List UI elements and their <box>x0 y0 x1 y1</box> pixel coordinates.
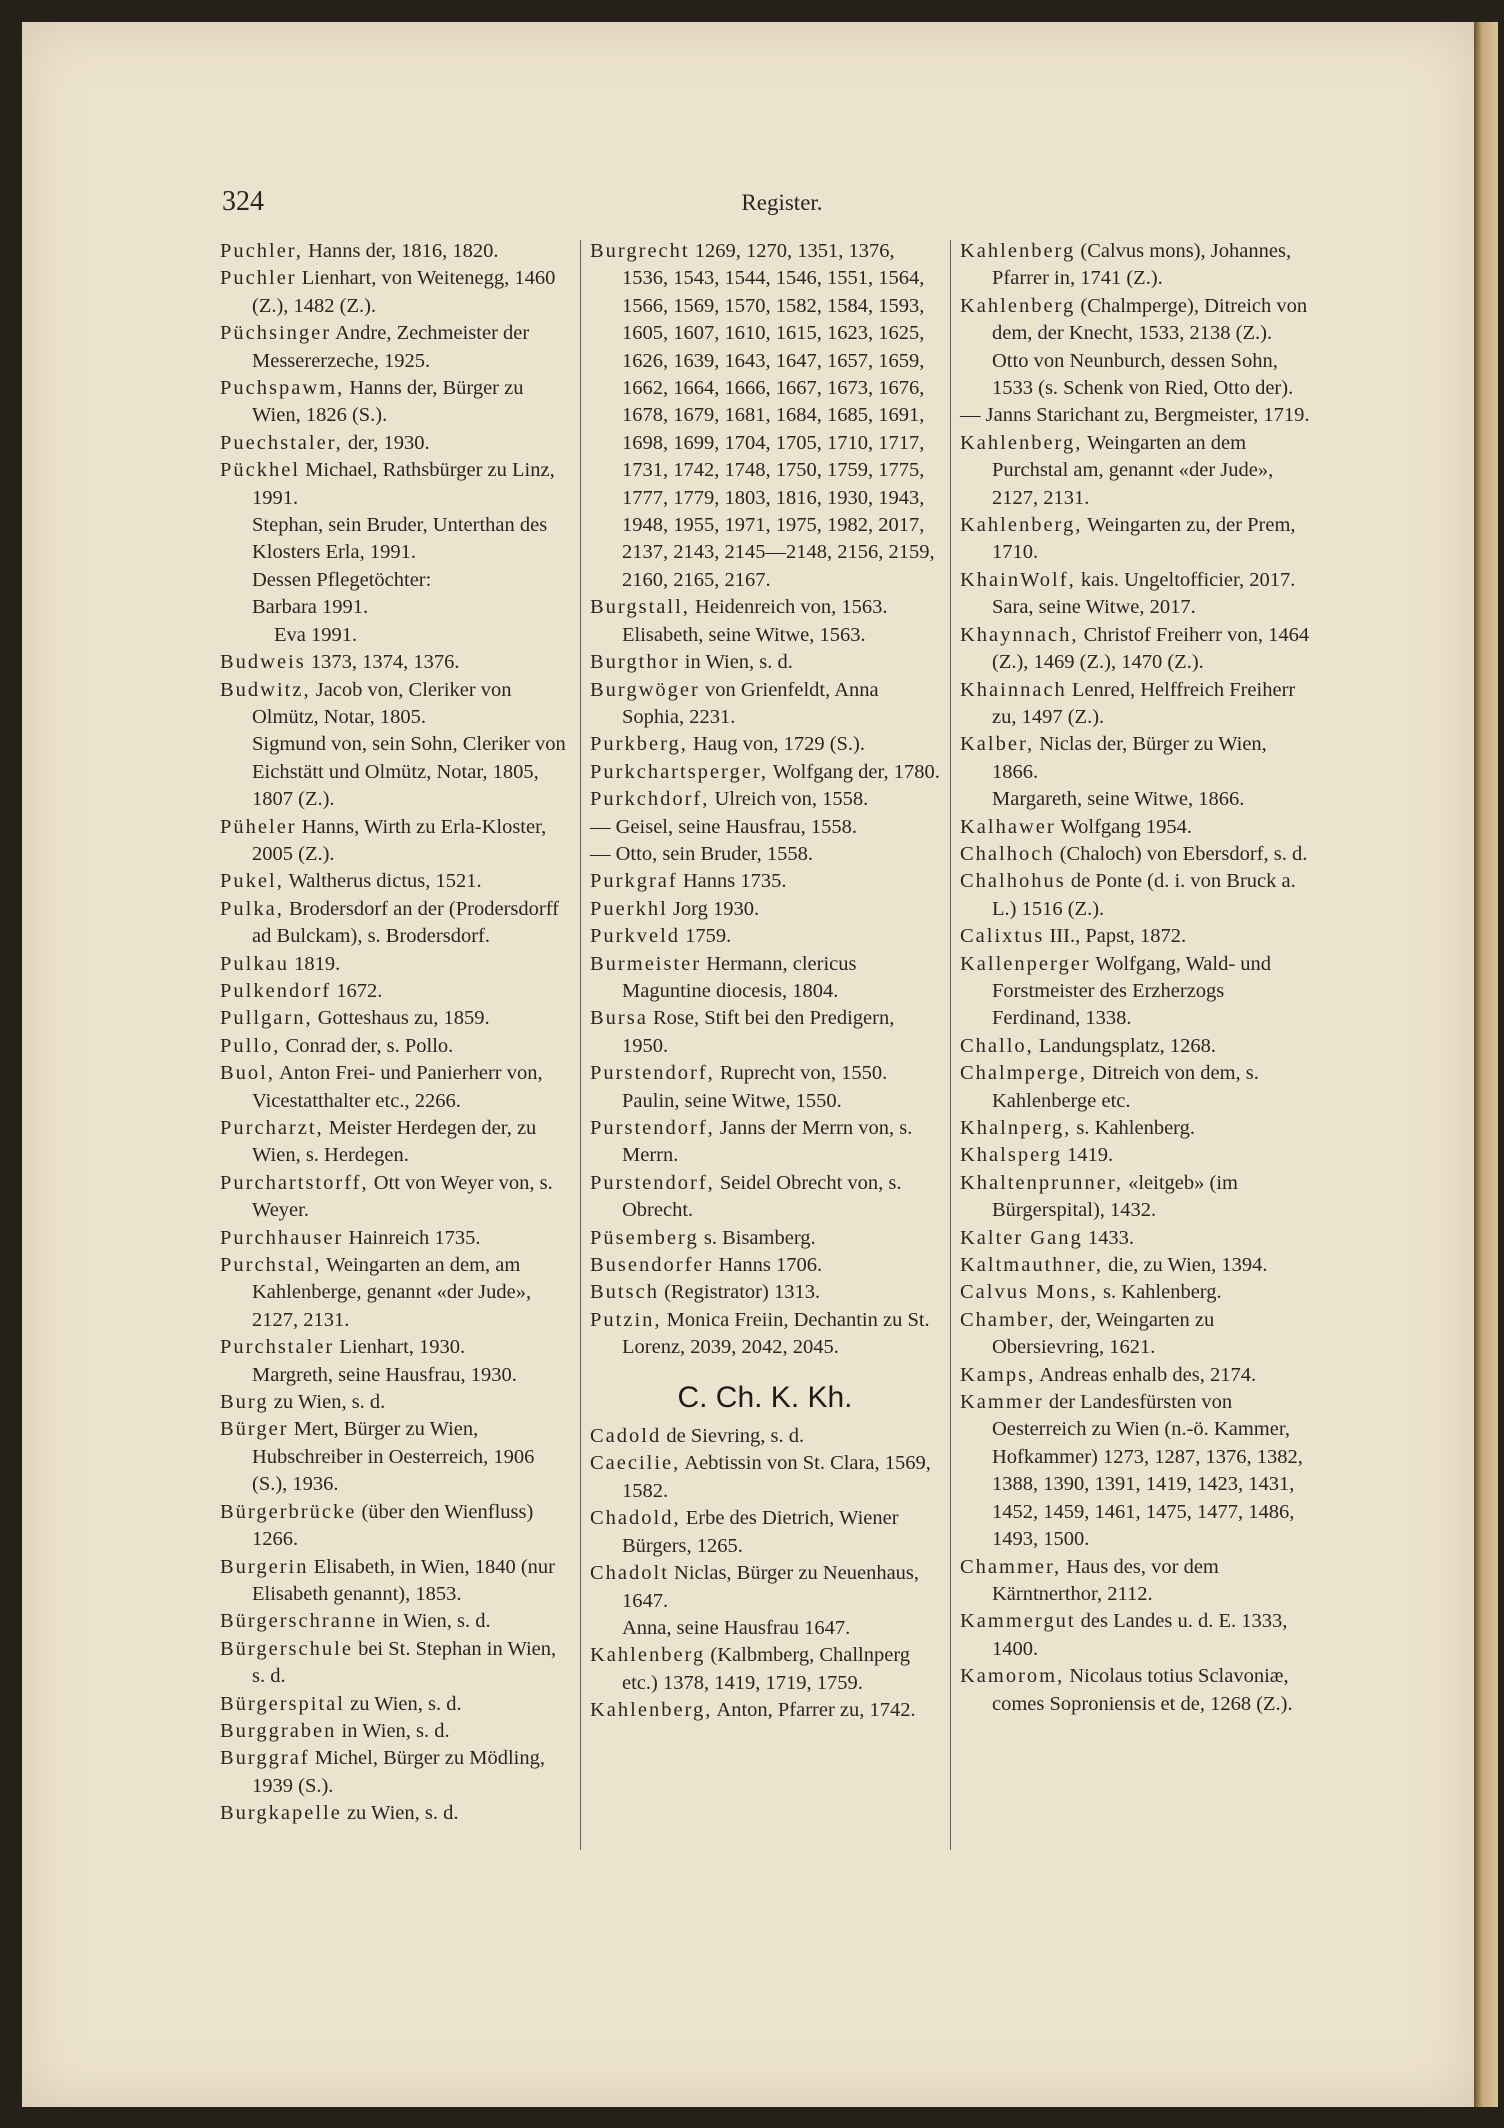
entry-text: Paulin, seine Witwe, 1550. <box>622 1089 842 1112</box>
entry-text: Hanns, Wirth zu Erla-Kloster, 2005 (Z.). <box>252 815 547 865</box>
index-entry <box>590 1560 940 1615</box>
index-entry <box>220 512 570 567</box>
entry-text: Otto von Neunburch, dessen Sohn, 1533 (s. Schenk von Ried, Otto der). <box>992 349 1294 400</box>
index-entry <box>220 1499 570 1554</box>
entry-text: Seidel Obrecht von, s. Obrecht. <box>622 1171 902 1222</box>
index-entry <box>590 594 940 621</box>
index-entry <box>220 1005 570 1032</box>
index-entry <box>590 786 940 813</box>
index-entry <box>960 1663 1310 1718</box>
entry-headword: Chamber, <box>960 1308 1056 1331</box>
entry-headword: Budwitz, <box>220 678 311 701</box>
index-entry <box>960 1362 1310 1389</box>
index-entry <box>220 457 570 512</box>
entry-headword: Khaynnach, <box>960 623 1079 646</box>
index-column-2 <box>590 238 940 1725</box>
entry-text: 1759. <box>680 925 732 948</box>
index-entry <box>220 320 570 375</box>
entry-text: der, 1930. <box>342 431 430 454</box>
entry-text: s. Kahlenberg. <box>1071 1117 1196 1139</box>
entry-headword: Pullo, <box>220 1034 281 1057</box>
index-entry <box>960 841 1310 868</box>
index-entry <box>590 1225 940 1252</box>
entry-headword: Puerkhl <box>590 897 668 920</box>
index-entry <box>590 1307 940 1362</box>
entry-text: Elisabeth, in Wien, 1840 (nur Elisabeth genannt), 1853. <box>252 1555 555 1605</box>
page-number: 324 <box>222 186 264 217</box>
index-entry <box>220 430 570 457</box>
entry-text: Ditreich von dem, s. Kahlenberge etc. <box>992 1062 1259 1112</box>
index-entry <box>590 814 940 841</box>
entry-text: kais. Ungeltofficier, 2017. <box>1075 568 1296 591</box>
entry-text: Lienhart, von Weitenegg, 1460 (Z.), 1482 (Z.). <box>252 267 556 317</box>
entry-text: Michel, Bürger zu Mödling, 1939 (S.). <box>252 1747 545 1797</box>
entry-text: zu Wien, s. d. <box>341 1802 459 1825</box>
entry-headword: Purkgraf <box>590 870 678 893</box>
entry-headword: Chadold, <box>590 1507 681 1530</box>
index-entry <box>590 1170 940 1225</box>
index-entry <box>960 868 1310 923</box>
index-entry <box>590 1505 940 1560</box>
entry-text: Weingarten an dem Purchstal am, genannt «der Jude», 2127, 2131. <box>992 431 1274 509</box>
entry-text: 1373, 1374, 1376. <box>305 651 460 674</box>
index-entry <box>220 649 570 676</box>
entry-headword: Kamorom, <box>960 1665 1065 1688</box>
entry-headword: Pullgarn, <box>220 1007 313 1030</box>
entry-text: zu Wien, s. d. <box>344 1692 462 1715</box>
index-entry <box>590 622 940 649</box>
entry-headword: Kallenperger <box>960 952 1091 975</box>
entry-headword: Khaltenprunner, <box>960 1171 1123 1194</box>
entry-text: Ulreich von, 1558. <box>709 788 869 811</box>
index-entry <box>220 1362 570 1389</box>
entry-text: Hainreich 1735. <box>343 1226 481 1249</box>
entry-text: s. Bisamberg. <box>698 1226 816 1249</box>
entry-text: Monica Freiin, Dechantin zu St. Lorenz, 2039, 2042, 2045. <box>622 1308 930 1359</box>
index-entry <box>960 622 1310 677</box>
entry-text: 1672. <box>331 979 383 1002</box>
entry-headword: Kahlenberg <box>960 240 1076 262</box>
entry-headword: Khalsperg <box>960 1144 1062 1167</box>
entry-headword: Kamps, <box>960 1363 1036 1386</box>
index-entry <box>590 1060 940 1087</box>
entry-headword: Kalhawer <box>960 815 1056 838</box>
index-entry <box>220 1636 570 1691</box>
index-entry <box>960 1115 1310 1142</box>
index-entry <box>960 430 1310 512</box>
entry-headword: Burgerin <box>220 1555 309 1578</box>
entry-text: Elisabeth, seine Witwe, 1563. <box>622 623 866 646</box>
index-entry <box>960 512 1310 567</box>
entry-headword: Burmeister <box>590 952 702 975</box>
entry-text: Haug von, 1729 (S.). <box>687 733 866 756</box>
entry-text: 1419. <box>1061 1144 1114 1167</box>
entry-text: Andre, Zechmeister der Messererzeche, 1925. <box>252 322 530 372</box>
entry-headword: Bürgerschule <box>220 1637 353 1660</box>
index-entry <box>590 1697 940 1724</box>
entry-text: Wolfgang der, 1780. <box>767 760 940 783</box>
index-entry <box>960 1307 1310 1362</box>
entry-headword: Butsch <box>590 1281 659 1304</box>
index-entry <box>220 622 570 649</box>
index-entry <box>960 951 1310 1033</box>
entry-headword: Püsemberg <box>590 1226 699 1249</box>
entry-headword: Püheler <box>220 815 297 838</box>
index-entry <box>220 1252 570 1334</box>
entry-headword: Bürger <box>220 1418 289 1441</box>
entry-headword: Khainnach <box>960 678 1067 701</box>
index-entry <box>220 1745 570 1800</box>
page-edge <box>1474 22 1498 2107</box>
column-rule <box>950 240 951 1850</box>
entry-text: Christof Freiherr von, 1464 (Z.), 1469 (Z.), 1470 (Z.). <box>992 623 1310 674</box>
entry-text: in Wien, s. d. <box>679 651 793 674</box>
index-entry <box>590 896 940 923</box>
entry-headword: Burg <box>220 1391 269 1414</box>
entry-headword: Burgthor <box>590 651 680 674</box>
entry-headword: Bürgerschranne <box>220 1610 378 1633</box>
index-entry <box>960 402 1310 429</box>
index-entry <box>960 1389 1310 1553</box>
index-entry <box>960 348 1310 403</box>
index-entry <box>220 814 570 869</box>
entry-text: Hanns der, 1816, 1820. <box>302 240 499 262</box>
entry-text: Janns der Merrn von, s. Merrn. <box>622 1117 913 1167</box>
entry-headword: Kalter Gang <box>960 1226 1083 1249</box>
index-entry <box>590 951 940 1006</box>
index-entry <box>220 1416 570 1498</box>
entry-headword: Purkberg, <box>590 733 688 756</box>
entry-text: de Sievring, s. d. <box>661 1425 805 1448</box>
entry-text: Wolfgang, Wald- und Forstmeister des Erzherzogs Ferdinand, 1338. <box>992 952 1272 1030</box>
entry-text: Wolfgang 1954. <box>1055 815 1193 838</box>
entry-headword: Chalhoch <box>960 842 1055 865</box>
index-entry <box>220 1718 570 1745</box>
entry-text: (Calvus mons), Johannes, Pfarrer in, 1741 (Z.). <box>992 240 1292 290</box>
entry-text: der, Weingarten zu Obersievring, 1621. <box>992 1308 1215 1359</box>
index-entry <box>220 238 570 265</box>
entry-headword: Putzin, <box>590 1308 662 1331</box>
entry-text: in Wien, s. d. <box>336 1719 450 1742</box>
entry-headword: Purkveld <box>590 925 681 948</box>
index-entry <box>590 1115 940 1170</box>
entry-headword: Burgrecht <box>590 240 690 262</box>
entry-text: Landungsplatz, 1268. <box>1033 1034 1216 1057</box>
index-entry <box>220 1691 570 1718</box>
entry-text: zu Wien, s. d. <box>268 1391 386 1414</box>
entry-text: Dessen Pflegetöchter: <box>252 568 432 591</box>
entry-headword: Puchspawm, <box>220 377 345 400</box>
entry-text: von Grienfeldt, Anna Sophia, 2231. <box>622 678 879 728</box>
entry-headword: Khalnperg, <box>960 1117 1072 1139</box>
index-entry <box>590 868 940 895</box>
entry-text: Margreth, seine Hausfrau, 1930. <box>252 1363 517 1386</box>
entry-text: Hanns der, Bürger zu Wien, 1826 (S.). <box>252 377 524 427</box>
index-entry <box>590 1252 940 1279</box>
index-entry <box>220 1608 570 1635</box>
entry-headword: Purchartstorff, <box>220 1171 369 1194</box>
entry-headword: Kahlenberg, <box>590 1699 713 1722</box>
entry-text: Eva 1991. <box>274 623 358 646</box>
index-entry <box>960 1060 1310 1115</box>
entry-text: Weingarten zu, der Prem, 1710. <box>992 514 1296 564</box>
index-entry <box>590 759 940 786</box>
entry-text: Lenred, Helffreich Freiherr zu, 1497 (Z.). <box>992 678 1296 728</box>
index-entry <box>960 1554 1310 1609</box>
entry-text: — Janns Starichant zu, Bergmeister, 1719. <box>960 404 1310 427</box>
entry-text: III., Papst, 1872. <box>1044 925 1187 948</box>
entry-headword: Calixtus <box>960 925 1045 948</box>
entry-headword: Pückhel <box>220 459 301 482</box>
index-entry <box>590 923 940 950</box>
index-entry <box>590 1642 940 1697</box>
entry-text: 1433. <box>1082 1226 1134 1249</box>
index-entry <box>220 896 570 951</box>
index-entry <box>960 1279 1310 1306</box>
entry-text: Niclas, Bürger zu Neuenhaus, 1647. <box>622 1562 920 1612</box>
index-column-3 <box>960 238 1310 1718</box>
index-entry <box>590 1615 940 1642</box>
entry-headword: Purkchdorf, <box>590 788 710 811</box>
entry-text: (Chalmperge), Ditreich von dem, der Knecht, 1533, 2138 (Z.). <box>992 294 1308 345</box>
column-rule <box>580 240 581 1850</box>
entry-text: (Kalbmberg, Challnperg etc.) 1378, 1419, 1719, 1759. <box>622 1644 911 1694</box>
index-entry <box>590 841 940 868</box>
entry-text: (über den Wienfluss) 1266. <box>252 1500 534 1551</box>
entry-text: Conrad der, s. Pollo. <box>280 1034 454 1057</box>
index-entry <box>960 293 1310 348</box>
entry-text: Heidenreich von, 1563. <box>689 596 888 619</box>
index-entry <box>960 731 1310 786</box>
entry-text: (Registrator) 1313. <box>658 1281 821 1304</box>
entry-headword: Kammer <box>960 1391 1044 1414</box>
index-entry <box>220 1554 570 1609</box>
entry-text: 1269, 1270, 1351, 1376, 1536, 1543, 1544, 1546, 1551, 1564, 1566, 1569, 1570, 1582, 1584, 1593, 1605, 1607, 1610, 1615, 1623, 1625, 1626, 1639, 1643, 1647, 1657, 1659, 1662, 1664, 1666, 1667, 1673, 1676, 1678, 1679, 1681, 1684, 1685, 1691, 1698, 1699, 1704, 1705, 1710, 1717, 1731, 1742, 1748, 1750, 1759, 1775, 1777, 1779, 1803, 1816, 1930, 1943, 1948, 1955, 1971, 1975, 1982, 2017, 2137, 2143, 2145—2148, 2156, 2159, 2160, 2165, 2167. <box>622 240 935 591</box>
entry-text: Rose, Stift bei den Predigern, 1950. <box>622 1007 895 1057</box>
index-entry <box>590 1450 940 1505</box>
index-entry <box>220 731 570 813</box>
entry-text: Brodersdorf an der (Prodersdorff ad Bulckam), s. Brodersdorf. <box>252 897 559 948</box>
entry-text: «leitgeb» (im Bürgerspital), 1432. <box>992 1171 1238 1222</box>
entry-text: Niclas der, Bürger zu Wien, 1866. <box>992 733 1267 783</box>
entry-headword: Chalhohus <box>960 870 1066 893</box>
entry-text: — Geisel, seine Hausfrau, 1558. <box>590 815 858 838</box>
entry-headword: Cadold <box>590 1425 662 1448</box>
entry-text: Nicolaus totius Sclavoniæ, comes Soproniensis et de, 1268 (Z.). <box>992 1665 1293 1715</box>
entry-text: in Wien, s. d. <box>377 1610 491 1633</box>
entry-headword: Calvus Mons, <box>960 1281 1098 1304</box>
index-entry <box>960 594 1310 621</box>
entry-text: der Landesfürsten von Oesterreich zu Wien (n.-ö. Kammer, Hofkammer) 1273, 1287, 1376, 1382, 1388, 1390, 1391, 1419, 1423, 1431, 1452, 1459, 1461, 1475, 1477, 1486, 1493, 1500. <box>992 1391 1303 1551</box>
index-entry <box>960 1252 1310 1279</box>
entry-headword: Burgwöger <box>590 678 700 701</box>
entry-text: die, zu Wien, 1394. <box>1103 1254 1268 1277</box>
entry-headword: Puechstaler, <box>220 431 343 454</box>
entry-headword: Kaltmauthner, <box>960 1254 1104 1277</box>
entry-headword: Purcharzt, <box>220 1117 324 1139</box>
entry-headword: Busendorfer <box>590 1254 714 1277</box>
index-column-1 <box>220 238 570 1828</box>
entry-text: Jacob von, Cleriker von Olmütz, Notar, 1805. <box>252 678 512 728</box>
entry-text: Hermann, clericus Maguntine diocesis, 1804. <box>622 952 857 1002</box>
entry-headword: Burggraben <box>220 1719 337 1742</box>
entry-headword: Bürgerbrücke <box>220 1500 357 1523</box>
index-entry <box>590 649 940 676</box>
entry-text: (Chaloch) von Ebersdorf, s. d. <box>1054 842 1308 865</box>
index-entry <box>590 1005 940 1060</box>
entry-headword: Pukel, <box>220 870 284 893</box>
index-entry <box>590 731 940 758</box>
entry-text: Hanns 1735. <box>677 870 787 893</box>
page-header <box>222 186 1342 226</box>
entry-headword: Puchler <box>220 267 297 290</box>
index-entry <box>220 265 570 320</box>
entry-headword: Challo, <box>960 1034 1034 1057</box>
entry-text: Hanns 1706. <box>713 1254 823 1277</box>
entry-text: Ott von Weyer von, s. Weyer. <box>252 1171 553 1222</box>
entry-headword: Burgkapelle <box>220 1802 342 1825</box>
running-head: Register. <box>741 190 823 215</box>
entry-headword: Burgstall, <box>590 596 690 619</box>
entry-text: Erbe des Dietrich, Wiener Bürgers, 1265. <box>622 1507 899 1557</box>
index-column-2-bottom <box>590 1423 940 1724</box>
index-entry <box>960 1225 1310 1252</box>
index-entry <box>590 1423 940 1450</box>
entry-headword: Purstendorf, <box>590 1062 715 1085</box>
entry-headword: Bursa <box>590 1007 648 1030</box>
entry-text: Anna, seine Hausfrau 1647. <box>622 1616 851 1639</box>
entry-text: Jorg 1930. <box>667 897 760 920</box>
entry-headword: Buol, <box>220 1062 275 1085</box>
index-entry <box>220 567 570 594</box>
entry-headword: Budweis <box>220 651 306 674</box>
entry-headword: Pulkau <box>220 952 289 975</box>
index-entry <box>220 594 570 621</box>
entry-headword: Pulka, <box>220 897 284 920</box>
entry-headword: Kahlenberg, <box>960 514 1083 537</box>
entry-text: Lienhart, 1930. <box>334 1336 466 1359</box>
index-entry <box>220 1334 570 1361</box>
entry-text: Barbara 1991. <box>252 596 369 619</box>
entry-text: bei St. Stephan in Wien, s. d. <box>252 1637 557 1688</box>
entry-headword: Puchler, <box>220 240 303 262</box>
index-entry <box>960 1608 1310 1663</box>
entry-text: Gotteshaus zu, 1859. <box>312 1007 490 1030</box>
index-entry <box>220 1225 570 1252</box>
index-entry <box>220 978 570 1005</box>
entry-text: Meister Herdegen der, zu Wien, s. Herdegen. <box>252 1117 537 1167</box>
entry-headword: Bürgerspital <box>220 1692 345 1715</box>
index-entry <box>220 1060 570 1115</box>
entry-text: Michael, Rathsbürger zu Linz, 1991. <box>252 459 555 509</box>
index-entry <box>220 375 570 430</box>
index-entry <box>960 923 1310 950</box>
entry-headword: Purchhauser <box>220 1226 344 1249</box>
entry-headword: Burggraf <box>220 1747 310 1770</box>
entry-text: Margareth, seine Witwe, 1866. <box>992 788 1245 811</box>
index-entry <box>590 1279 940 1306</box>
entry-text: Stephan, sein Bruder, Unterthan des Klosters Erla, 1991. <box>252 514 548 564</box>
entry-text: Haus des, vor dem Kärntnerthor, 2112. <box>992 1555 1219 1605</box>
entry-text: Ruprecht von, 1550. <box>714 1062 888 1085</box>
index-entry <box>960 814 1310 841</box>
index-entry <box>960 1170 1310 1225</box>
index-entry <box>220 1033 570 1060</box>
entry-text: Andreas enhalb des, 2174. <box>1035 1363 1257 1386</box>
index-entry <box>960 677 1310 732</box>
entry-text: — Otto, sein Bruder, 1558. <box>590 842 813 865</box>
entry-text: Mert, Bürger zu Wien, Hubschreiber in Oesterreich, 1906 (S.), 1936. <box>252 1418 535 1496</box>
entry-headword: Purkchartsperger, <box>590 760 768 783</box>
entry-headword: Chammer, <box>960 1555 1062 1578</box>
index-entry <box>220 1389 570 1416</box>
entry-headword: Chadolt <box>590 1562 669 1585</box>
index-entry <box>220 677 570 732</box>
entry-headword: Kahlenberg, <box>960 431 1083 454</box>
entry-headword: Kalber, <box>960 733 1035 756</box>
section-heading: C. Ch. K. Kh. <box>677 1380 853 1414</box>
index-entry <box>960 786 1310 813</box>
index-entry <box>220 868 570 895</box>
index-entry <box>960 1033 1310 1060</box>
entry-headword: Purstendorf, <box>590 1171 715 1194</box>
entry-headword: Caecilie, <box>590 1452 681 1475</box>
entry-text: de Ponte (d. i. von Bruck a. L.) 1516 (Z.). <box>992 870 1296 920</box>
entry-text: s. Kahlenberg. <box>1097 1281 1222 1304</box>
index-column-2-top <box>590 238 940 1362</box>
index-entry <box>590 1088 940 1115</box>
entry-headword: Püchsinger <box>220 322 332 345</box>
index-entry <box>590 677 940 732</box>
index-entry <box>960 1142 1310 1169</box>
index-entry <box>220 1170 570 1225</box>
entry-text: des Landes u. d. E. 1333, 1400. <box>992 1610 1288 1660</box>
entry-text: Aebtissin von St. Clara, 1569, 1582. <box>622 1452 931 1502</box>
entry-headword: Kahlenberg <box>590 1644 706 1667</box>
index-entry <box>220 951 570 978</box>
entry-headword: Purchstaler <box>220 1336 335 1359</box>
index-entry <box>590 238 940 594</box>
index-entry <box>220 1800 570 1827</box>
entry-headword: Pulkendorf <box>220 979 332 1002</box>
entry-text: Weingarten an dem, am Kahlenberge, genannt «der Jude», 2127, 2131. <box>252 1254 532 1331</box>
entry-headword: KhainWolf, <box>960 568 1076 591</box>
entry-headword: Kahlenberg <box>960 294 1076 317</box>
index-entry <box>960 567 1310 594</box>
entry-headword: Kammergut <box>960 1610 1076 1633</box>
entry-text: Waltherus dictus, 1521. <box>283 870 482 893</box>
entry-headword: Chalmperge, <box>960 1062 1087 1085</box>
entry-text: 1819. <box>288 952 341 975</box>
entry-text: Anton, Pfarrer zu, 1742. <box>712 1699 916 1722</box>
entry-text: Sara, seine Witwe, 2017. <box>992 596 1196 619</box>
index-entry <box>960 238 1310 293</box>
entry-text: Sigmund von, sein Sohn, Cleriker von Eichstätt und Olmütz, Notar, 1805, 1807 (Z.). <box>252 733 566 811</box>
entry-text: Anton Frei- und Panierherr von, Vicestatthalter etc., 2266. <box>252 1062 543 1112</box>
index-entry <box>220 1115 570 1170</box>
entry-headword: Purchstal, <box>220 1254 322 1277</box>
entry-headword: Purstendorf, <box>590 1117 715 1139</box>
